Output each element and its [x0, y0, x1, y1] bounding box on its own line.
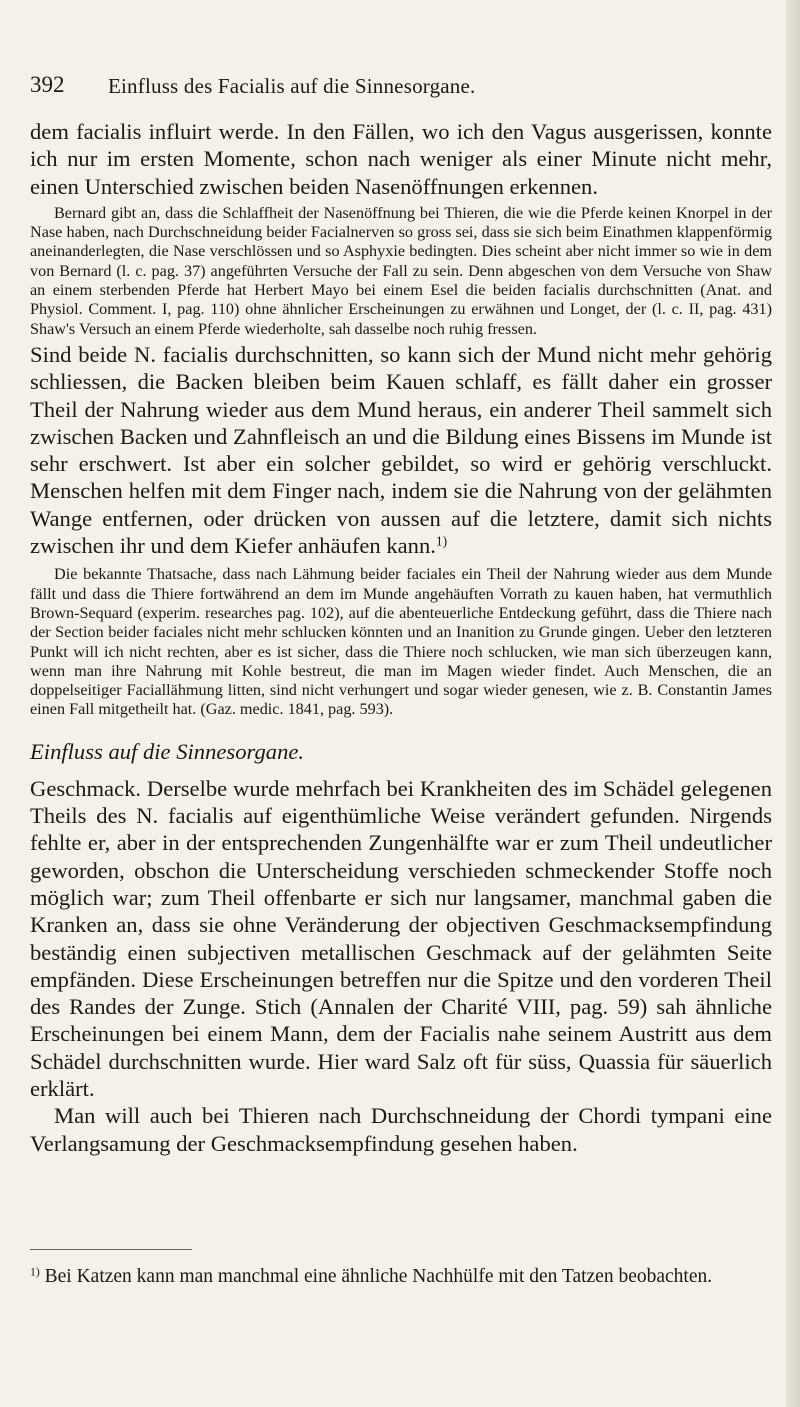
- page-number: 392: [30, 72, 65, 97]
- paragraph-3: [30, 341, 772, 559]
- paragraph-2-small: Bernard gibt an, dass die Schlaffheit der Nasenöffnung bei Thieren, die wie die Pferde keinen Knorpel in der Nase haben, nach Durchschneidung beider Facialnerven so gross sei, dass sie sich beim Einathmen klappenförmig aneinanderlegten, die Nase verschlössen und so Asphyxie bedingten. Dies scheint aber nicht immer so wie in dem von Bernard (l. c. pag. 37) angeführten Versuche der Fall zu sein. Denn abgeschen von dem Versuche von Shaw an einem sterbenden Pferde hat Herbert Mayo bei einem Esel die beiden facialis durchschnitten (Anat. and Physiol. Comment. I, pag. 110) ohne ähnlicher Erscheinungen zu erwähnen und Longet, der (l. c. II, pag. 431) Shaw's Versuch an einem Pferde wiederholte, sah dasselbe noch ruhig fressen.: [30, 203, 772, 338]
- paragraph-1: dem facialis influirt werde. In den Fällen, wo ich den Vagus ausgerissen, konnte ich nur im ersten Momente, schon nach weniger als einer Minute nicht mehr, einen Unterschied zwischen beiden Nasenöffnungen erkennen.: [30, 119, 772, 199]
- footnote-text: Bei Katzen kann man manchmal eine ähnliche Nachhülfe mit den Tatzen beobachten.: [44, 1266, 713, 1287]
- paragraph-5: Geschmack. Derselbe wurde mehrfach bei Krankheiten des im Schädel gelegenen Theils des N. facialis auf eigenthümliche Weise verändert gefunden. Nirgends fehlte er, aber in der entsprechenden Zungenhälfte war er zum Theil undeutlicher geworden, obschon die Unterscheidung verschieden schmeckender Stoffe noch möglich war; zum Theil offenbarte er sich nur langsamer, manchmal gaben die Kranken an, dass sie ohne Veränderung der objectiven Geschmacksempfindung beständig einen subjectiven metallischen Geschmack auf der gelähmten Seite empfänden. Diese Erscheinungen betreffen nur die Spitze und den vorderen Theil des Randes der Zunge. Stich (Annalen der Charité VIII, pag. 59) sah ähnliche Erscheinungen bei einem Mann, dem der Facialis nahe seinem Austritt aus dem Schädel durchschnitten wurde. Hier ward Salz oft für süss, Quassia für säuerlich erklärt.: [30, 775, 772, 1101]
- running-title: Einfluss des Facialis auf die Sinnesorgane.: [108, 74, 476, 98]
- footnote: [30, 1265, 772, 1288]
- section-heading: Einfluss auf die Sinnesorgane.: [30, 738, 305, 764]
- paragraph-3-text: Sind beide N. facialis durchschnitten, so kann sich der Mund nicht mehr gehörig schliessen, die Backen bleiben beim Kauen schlaff, es fällt daher ein grosser Theil der Nahrung wieder aus dem Mund heraus, ein anderer Theil sammelt sich zwischen Backen und Zahnfleisch an und die Bildung eines Bissens im Munde ist sehr erschwert. Ist aber ein solcher gebildet, so wird er gehörig verschluckt. Menschen helfen mit dem Finger nach, indem sie die Nahrung von der gelähmten Wange entfernen, oder drücken von aussen auf die letztere, damit sich nichts zwischen ihr und dem Kiefer anhäufen kann.: [30, 341, 772, 559]
- paragraph-4-small: Die bekannte Thatsache, dass nach Lähmung beider faciales ein Theil der Nahrung wieder aus dem Munde fällt und dass die Thiere fortwährend an dem im Munde angehäuften Vorrath zu kauen haben, hat vermuthlich Brown-Sequard (experim. researches pag. 102), auf die abenteuerliche Entdeckung geführt, dass die Thiere nach der Section beider faciales nicht mehr schlucken könnten und an Inanition zu Grunde gingen. Ueber den letzteren Punkt will ich nicht rechten, aber es ist sicher, dass die Thiere noch schlucken, wie man sich überzeugen kann, wenn man ihre Nahrung mit Kohle bestreut, die man im Magen wieder findet. Auch Menschen, die an doppelseitiger Faciallähmung litten, sind nicht verhungert und sogar wieder genesen, wie z. B. Constantin James einen Fall mitgetheilt hat. (Gaz. medic. 1841, pag. 593).: [30, 565, 772, 719]
- page-edge-shadow: [786, 0, 800, 1407]
- page-header: [30, 72, 770, 108]
- page-body: [30, 118, 772, 1157]
- footnote-divider: [30, 1249, 192, 1250]
- footnote-marker: 1): [30, 1265, 40, 1279]
- paragraph-6: Man will auch bei Thieren nach Durchschneidung der Chordi tympani eine Verlangsamung der Geschmacksempfindung gesehen haben.: [30, 1103, 772, 1156]
- footnote-reference: 1): [435, 533, 448, 549]
